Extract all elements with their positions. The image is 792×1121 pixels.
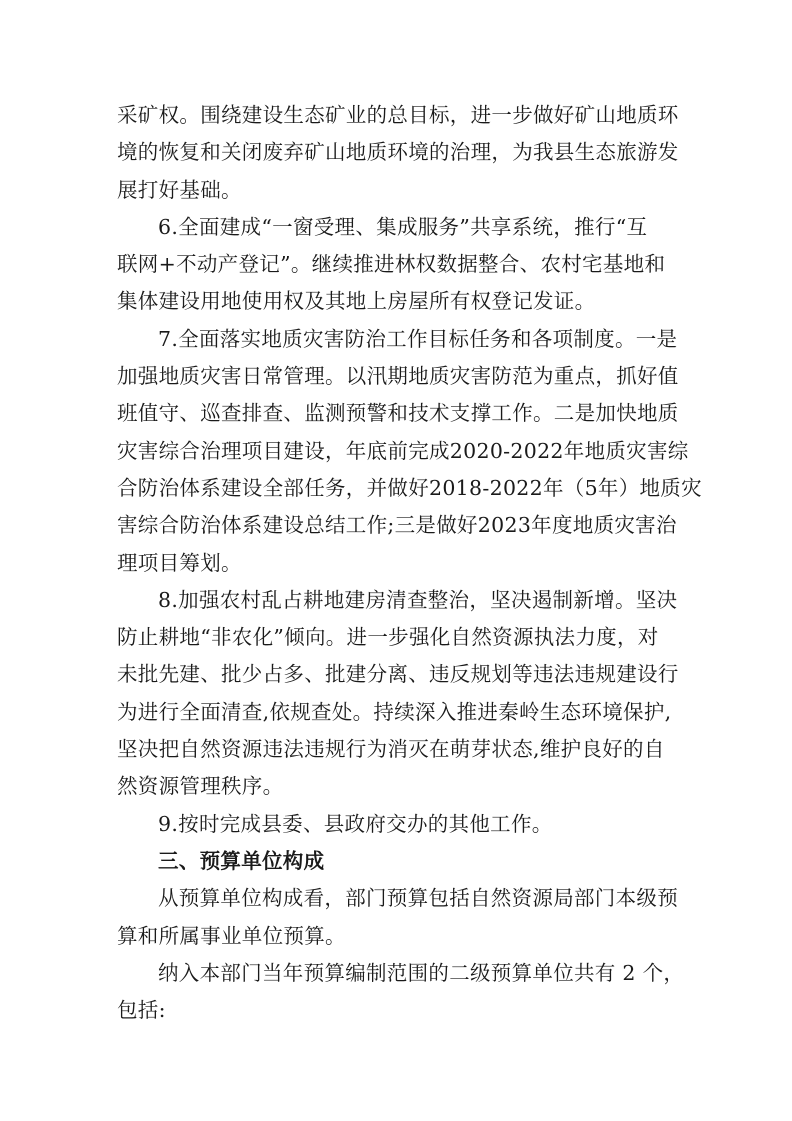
text-line: 害综合防治体系建设总结工作;三是做好2023年度地质灾害治 — [117, 513, 677, 538]
text-line: 境的恢复和关闭废弃矿山地质环境的治理，为我县生态旅游发 — [117, 140, 679, 165]
text-line: 6.全面建成“一窗受理、集成服务”共享系统，推行“互 — [158, 214, 648, 239]
text-line: 未批先建、批少占多、批建分离、违反规划等违法违规建设行 — [117, 662, 679, 687]
text-line: 理项目筹划。 — [117, 550, 242, 575]
text-line: 采矿权。围绕建设生态矿业的总目标，进一步做好矿山地质环 — [117, 103, 679, 127]
text-line: 展打好基础。 — [117, 177, 242, 202]
text-line: 防止耕地“非农化”倾向。进一步强化自然资源执法力度，对 — [117, 625, 659, 650]
text-line: 灾害综合治理项目建设，年底前完成2020-2022年地质灾害综 — [117, 438, 689, 463]
text-line: 8.加强农村乱占耕地建房清查整治，坚决遏制新增。坚决 — [158, 587, 678, 612]
text-line: 9.按时完成县委、县政府交办的其他工作。 — [158, 811, 553, 836]
text-line: 班值守、巡查排查、监测预警和技术支撑工作。二是加快地质 — [117, 401, 679, 426]
text-line: 坚决把自然资源违法违规行为消灭在萌芽状态,维护良好的自 — [117, 737, 665, 762]
text-line: 算和所属事业单位预算。 — [117, 923, 346, 948]
text-line: 7.全面落实地质灾害防治工作目标任务和各项制度。一是 — [158, 326, 678, 351]
section-heading: 三、预算单位构成 — [158, 848, 325, 873]
text-line: 纳入本部门当年预算编制范围的二级预算单位共有 2 个， — [158, 960, 685, 985]
text-line: 联网+不动产登记”。继续推进林权数据整合、农村宅基地和 — [117, 252, 666, 277]
text-line: 合防治体系建设全部任务，并做好2018-2022年（5年）地质灾 — [117, 475, 702, 500]
text-line: 然资源管理秩序。 — [117, 774, 284, 799]
text-line: 为进行全面清查,依规查处。持续深入推进秦岭生态环境保护, — [117, 699, 672, 724]
text-line: 包括: — [117, 998, 166, 1023]
document-body — [117, 97, 702, 1029]
text-line: 加强地质灾害日常管理。以汛期地质灾害防范为重点，抓好值 — [117, 364, 679, 389]
text-line: 集体建设用地使用权及其地上房屋所有权登记发证。 — [117, 289, 596, 314]
text-line: 从预算单位构成看，部门预算包括自然资源局部门本级预 — [158, 886, 678, 911]
